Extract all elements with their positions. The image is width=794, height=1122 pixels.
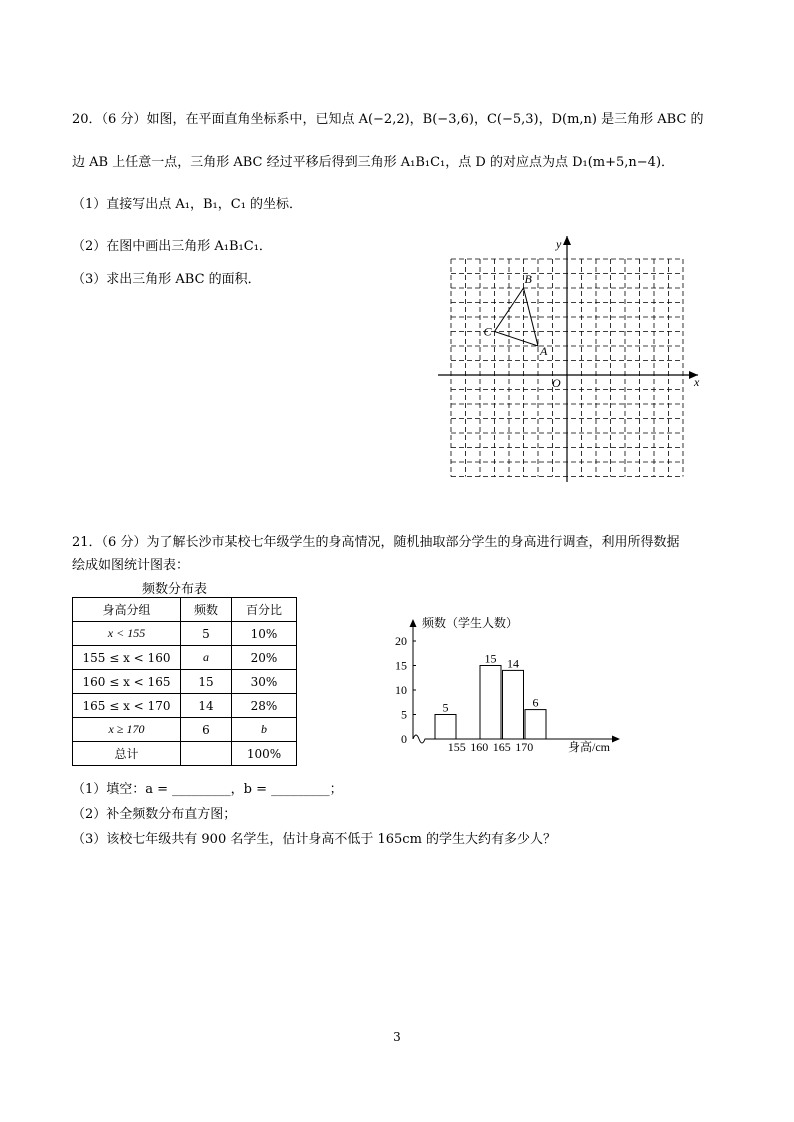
q21-part2: （2）补全频数分布直方图； [72, 807, 237, 822]
table-cell: 165 ≤ x < 170 [73, 694, 181, 718]
table-header: 百分比 [232, 598, 297, 622]
bar-value-label: 15 [484, 651, 497, 666]
y-axis-arrow [563, 236, 571, 245]
table-cell: 5 [181, 622, 232, 646]
y-tick-label: 20 [395, 634, 407, 648]
table-row [73, 742, 297, 766]
bar-value-label: 14 [507, 656, 519, 671]
frequency-table [72, 597, 297, 766]
histogram-bar [525, 710, 546, 739]
table-cell: b [232, 718, 297, 742]
table-cell: 160 ≤ x < 165 [73, 670, 181, 694]
table-header-row [73, 598, 297, 622]
y-tick-label: 15 [395, 658, 407, 673]
x-tick-label: 170 [515, 740, 534, 754]
table-cell: 总计 [73, 742, 181, 766]
y-tick-label: 5 [401, 707, 407, 722]
x-axis-title: 身高/cm [568, 740, 610, 754]
table-title: 频数分布表 [142, 582, 208, 597]
table-header: 频数 [181, 598, 232, 622]
table-cell: 15 [181, 670, 232, 694]
point-label-c: C [483, 324, 492, 339]
bar-value-label: 5 [442, 700, 449, 715]
origin-label: O [552, 376, 561, 390]
q20-part1: （1）直接写出点 A₁，B₁，C₁ 的坐标． [72, 197, 303, 212]
x-tick-label: 160 [470, 740, 489, 754]
table-cell: 30% [232, 670, 297, 694]
table-row [73, 694, 297, 718]
page-number: 3 [393, 1030, 401, 1044]
q20-part2: （2）在图中画出三角形 A₁B₁C₁． [72, 239, 272, 254]
table-header: 身高分组 [73, 598, 181, 622]
y-tick-label: 10 [395, 683, 407, 697]
q20-stem-line2: 边 AB 上任意一点，三角形 ABC 经过平移后得到三角形 A₁B₁C₁，点 D 的对应点为点 D₁(m+5,n−4)． [72, 155, 675, 170]
histogram-bar [435, 715, 456, 740]
table-cell: 28% [232, 694, 297, 718]
bar-value-label: 6 [532, 695, 539, 710]
table-cell: 10% [232, 622, 297, 646]
table-row [73, 718, 297, 742]
q21-stem-line1: 21．（6 分）为了解长沙市某校七年级学生的身高情况，随机抽取部分学生的身高进行调查，利用所得数据 [72, 535, 680, 550]
table-cell: 14 [181, 694, 232, 718]
x-axis-arrow [612, 736, 620, 743]
q21-stem-line2: 绘成如图统计图表： [72, 558, 190, 573]
table-row [73, 646, 297, 670]
table-cell: a [181, 646, 232, 670]
y-tick-label: 0 [401, 732, 407, 746]
table-row [73, 670, 297, 694]
histogram-chart [370, 605, 630, 760]
q21-part1: （1）填空：a = _________，b = _________； [72, 782, 343, 797]
point-label-a: A [540, 344, 548, 358]
point-label-b: B [524, 272, 532, 286]
table-cell: 6 [181, 718, 232, 742]
table-cell: 155 ≤ x < 160 [73, 646, 181, 670]
x-tick-label: 155 [447, 740, 466, 754]
table-cell: x ≥ 170 [73, 718, 181, 742]
y-axis-title: 频数（学生人数） [422, 616, 519, 630]
q21-part3: （3）该校七年级共有 900 名学生，估计身高不低于 165cm 的学生大约有多少人？ [72, 832, 557, 847]
table-cell [181, 742, 232, 766]
table-row [73, 622, 297, 646]
q20-stem-line1: 20．（6 分）如图，在平面直角坐标系中，已知点 A(−2,2)，B(−3,6)，C(−5,3)，D(m,n) 是三角形 ABC 的 [72, 112, 704, 127]
x-axis-label: x [694, 375, 700, 389]
table-cell: x < 155 [73, 622, 181, 646]
histogram-bar [480, 666, 501, 740]
coordinate-grid [430, 232, 710, 487]
y-axis-arrow [410, 619, 417, 627]
q20-part3: （3）求出三角形 ABC 的面积． [72, 272, 261, 287]
table-cell: 100% [232, 742, 297, 766]
x-tick-label: 165 [492, 740, 511, 754]
histogram-bar [503, 670, 524, 739]
table-cell: 20% [232, 646, 297, 670]
y-axis-label: y [556, 237, 562, 251]
